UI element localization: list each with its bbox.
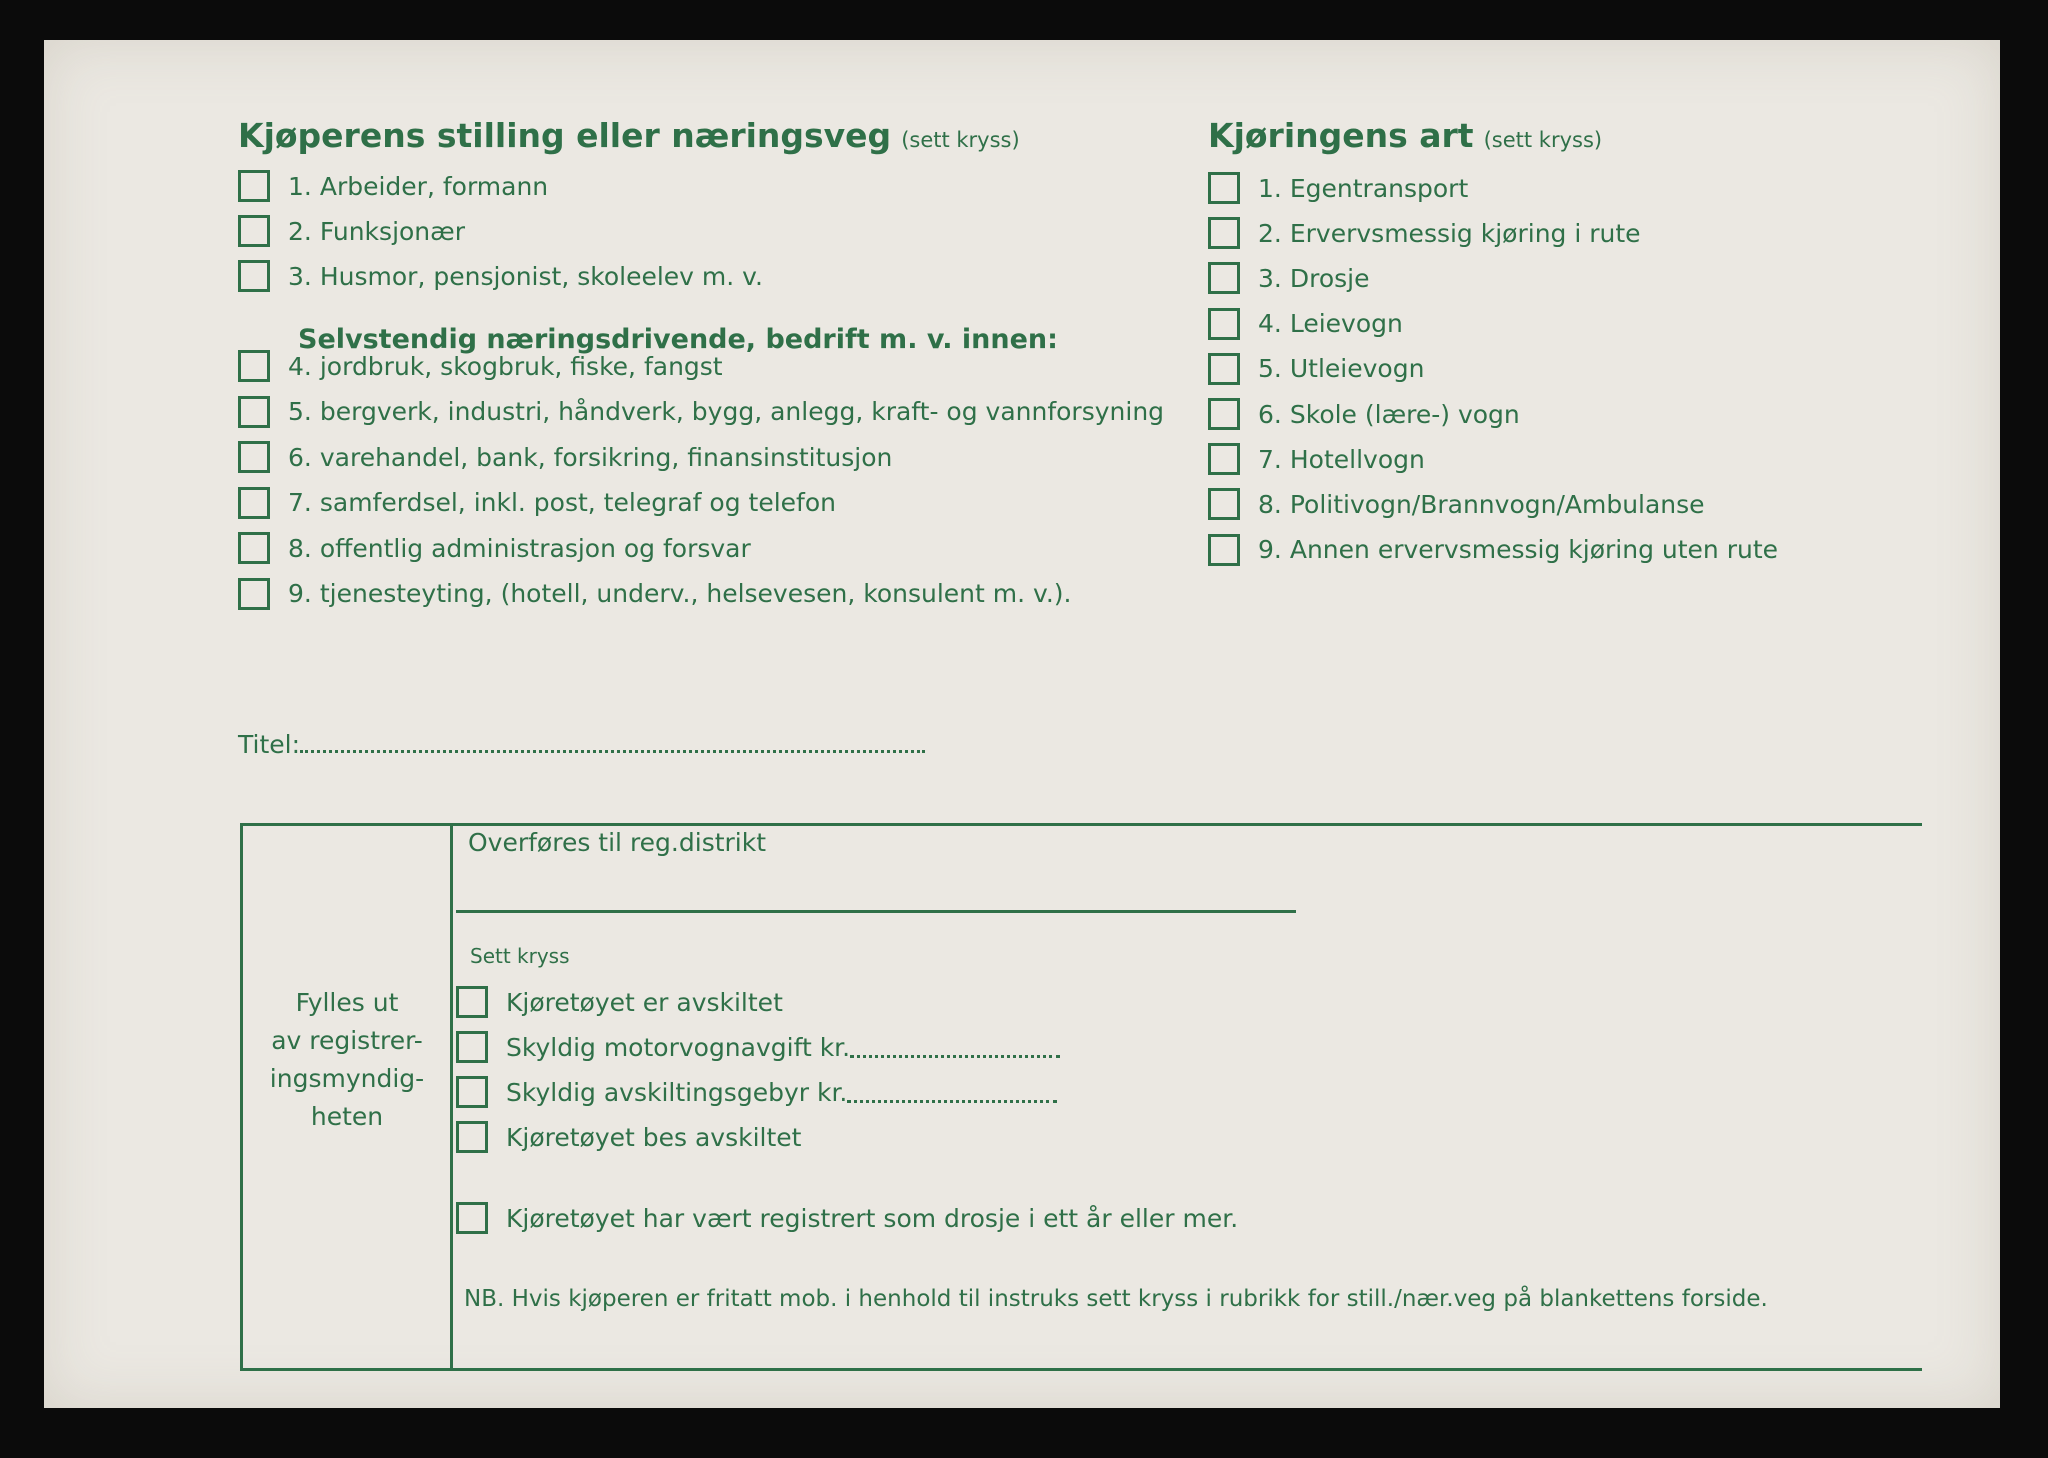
occupation-a-label: Arbeider, formann xyxy=(319,171,549,201)
driving-type-checkbox-4[interactable] xyxy=(1208,308,1240,340)
driving-type-title-text: Kjøringens art xyxy=(1208,116,1474,155)
authority-checkbox-2[interactable] xyxy=(456,1031,488,1063)
authority-check-label: Skyldig motorvognavgift kr. xyxy=(506,1032,851,1062)
occupation-b-number: 6. xyxy=(288,442,312,472)
nb-note: NB. Hvis kjøperen er fritatt mob. i henhold til instruks sett kryss i rubrikk for still./nær.veg på blankettens forside. xyxy=(464,1286,1768,1312)
occupation-a-checkbox-1[interactable] xyxy=(238,170,270,202)
authority-checkbox-1[interactable] xyxy=(456,986,488,1018)
occupation-b-row-5 xyxy=(238,530,751,566)
authority-check-row-3 xyxy=(456,1074,1057,1110)
occupation-b-checkbox-1[interactable] xyxy=(238,350,270,382)
box-left-line xyxy=(240,823,243,1371)
occupation-b-label: bergverk, industri, håndverk, bygg, anlegg, kraft- og vannforsyning xyxy=(319,397,1165,426)
occupation-b-checkbox-5[interactable] xyxy=(238,532,270,564)
occupation-a-checkbox-3[interactable] xyxy=(238,260,270,292)
driving-type-checkbox-9[interactable] xyxy=(1208,534,1240,566)
driving-type-number: 2. xyxy=(1258,218,1282,248)
driving-type-row-8 xyxy=(1208,486,1705,522)
box-bottom-line xyxy=(240,1368,1922,1371)
occupation-a-label: Husmor, pensjonist, skoleelev m. v. xyxy=(319,261,763,291)
driving-type-row-1 xyxy=(1208,170,1468,206)
authority-check-row-1 xyxy=(456,984,783,1020)
driving-type-number: 1. xyxy=(1258,173,1282,203)
occupation-a-row-1 xyxy=(238,168,548,204)
driving-type-number: 6. xyxy=(1258,399,1282,429)
driving-type-checkbox-8[interactable] xyxy=(1208,488,1240,520)
occupation-b-checkbox-3[interactable] xyxy=(238,441,270,473)
driving-type-checkbox-1[interactable] xyxy=(1208,172,1240,204)
driving-type-number: 4. xyxy=(1258,309,1282,339)
authority-checkbox-3[interactable] xyxy=(456,1076,488,1108)
occupation-a-number: 3. xyxy=(288,261,312,291)
driving-type-label: Egentransport xyxy=(1289,173,1469,203)
amount-dotted-line[interactable] xyxy=(847,1082,1057,1103)
occupation-a-number: 1. xyxy=(288,171,312,201)
occupation-b-number: 5. xyxy=(288,397,312,426)
box-top-line xyxy=(240,823,1922,826)
form-sheet xyxy=(44,40,2000,1408)
driving-type-row-6 xyxy=(1208,396,1520,432)
occupation-a-row-2 xyxy=(238,213,465,249)
occupation-b-row-4 xyxy=(238,485,836,521)
driving-type-title xyxy=(1208,116,1602,155)
occupation-b-number: 7. xyxy=(288,488,312,517)
driving-type-checkbox-5[interactable] xyxy=(1208,353,1240,385)
occupation-b-label: offentlig administrasjon og forsvar xyxy=(319,533,751,563)
buyer-occupation-title-text: Kjøperens stilling eller næringsveg xyxy=(238,116,892,155)
driving-type-checkbox-2[interactable] xyxy=(1208,217,1240,249)
side-label-line-1: Fylles ut xyxy=(295,988,399,1017)
titel-field[interactable] xyxy=(238,730,925,759)
authority-side-label xyxy=(244,984,450,1136)
authority-check-label: Kjøretøyet er avskiltet xyxy=(506,987,783,1017)
driving-type-number: 5. xyxy=(1258,354,1282,384)
drosje-check-label: Kjøretøyet har vært registrert som drosje i ett år eller mer. xyxy=(506,1203,1239,1233)
occupation-a-number: 2. xyxy=(288,216,312,246)
driving-type-row-9 xyxy=(1208,532,1778,568)
authority-check-label: Kjøretøyet bes avskiltet xyxy=(506,1122,802,1152)
occupation-b-row-3 xyxy=(238,439,892,475)
sett-kryss-label: Sett kryss xyxy=(470,944,570,968)
side-label-line-3: ingsmyndig- xyxy=(269,1064,425,1093)
occupation-a-label: Funksjonær xyxy=(319,216,465,246)
driving-type-label: Leievogn xyxy=(1289,309,1403,339)
occupation-b-row-2 xyxy=(238,394,1164,430)
titel-dotted-line xyxy=(300,732,925,753)
occupation-b-label: jordbruk, skogbruk, fiske, fangst xyxy=(319,351,723,381)
box-divider-line xyxy=(450,823,453,1371)
driving-type-label: Drosje xyxy=(1289,263,1370,293)
occupation-b-number: 9. xyxy=(288,579,312,608)
driving-type-label: Hotellvogn xyxy=(1289,444,1425,474)
bleed-through-text xyxy=(1004,170,1018,221)
drosje-check-row xyxy=(456,1200,1238,1236)
occupation-b-row-1 xyxy=(238,348,723,384)
amount-dotted-line[interactable] xyxy=(850,1037,1060,1058)
driving-type-number: 3. xyxy=(1258,263,1282,293)
driving-type-number: 9. xyxy=(1258,535,1282,565)
side-label-line-4: heten xyxy=(310,1102,384,1131)
occupation-b-number: 8. xyxy=(288,533,312,563)
driving-type-label: Utleievogn xyxy=(1289,354,1425,384)
buyer-occupation-title xyxy=(238,116,1020,155)
driving-type-label: Ervervsmessig kjøring i rute xyxy=(1289,218,1641,248)
driving-type-row-2 xyxy=(1208,215,1641,251)
driving-type-number: 8. xyxy=(1258,489,1282,519)
occupation-b-label: tjenesteyting, (hotell, underv., helsevesen, konsulent m. v.). xyxy=(319,579,1072,608)
occupation-b-row-6 xyxy=(238,576,1072,612)
self-employed-subheading: Selvstendig næringsdrivende, bedrift m. v. innen: xyxy=(298,324,1058,355)
authority-checkbox-4[interactable] xyxy=(456,1121,488,1153)
occupation-b-checkbox-6[interactable] xyxy=(238,578,270,610)
occupation-a-checkbox-2[interactable] xyxy=(238,215,270,247)
occupation-b-checkbox-4[interactable] xyxy=(238,487,270,519)
driving-type-title-note: (sett kryss) xyxy=(1483,128,1603,152)
occupation-b-label: varehandel, bank, forsikring, finansinstitusjon xyxy=(319,442,893,472)
transfer-label: Overføres til reg.distrikt xyxy=(468,828,767,857)
driving-type-row-5 xyxy=(1208,351,1424,387)
driving-type-checkbox-7[interactable] xyxy=(1208,443,1240,475)
titel-label: Titel: xyxy=(238,730,300,759)
occupation-b-label: samferdsel, inkl. post, telegraf og telefon xyxy=(319,488,836,517)
driving-type-row-3 xyxy=(1208,260,1370,296)
driving-type-label: Skole (lære-) vogn xyxy=(1289,399,1520,429)
authority-check-row-4 xyxy=(456,1119,801,1155)
buyer-occupation-title-note: (sett kryss) xyxy=(901,128,1020,152)
driving-type-row-7 xyxy=(1208,441,1425,477)
occupation-a-row-3 xyxy=(238,258,763,294)
transfer-input-line[interactable] xyxy=(456,910,1296,913)
authority-check-row-2 xyxy=(456,1029,1060,1065)
driving-type-checkbox-3[interactable] xyxy=(1208,262,1240,294)
side-label-line-2: av registrer- xyxy=(271,1026,423,1055)
driving-type-checkbox-6[interactable] xyxy=(1208,398,1240,430)
bleed-through-signature xyxy=(1684,1040,1706,1122)
driving-type-number: 7. xyxy=(1258,444,1282,474)
occupation-b-checkbox-2[interactable] xyxy=(238,396,270,428)
drosje-checkbox[interactable] xyxy=(456,1202,488,1234)
occupation-b-number: 4. xyxy=(288,351,312,381)
driving-type-row-4 xyxy=(1208,306,1403,342)
driving-type-label: Annen ervervsmessig kjøring uten rute xyxy=(1289,535,1779,565)
authority-check-label: Skyldig avskiltingsgebyr kr. xyxy=(506,1077,848,1107)
driving-type-label: Politivogn/Brannvogn/Ambulanse xyxy=(1289,489,1705,519)
